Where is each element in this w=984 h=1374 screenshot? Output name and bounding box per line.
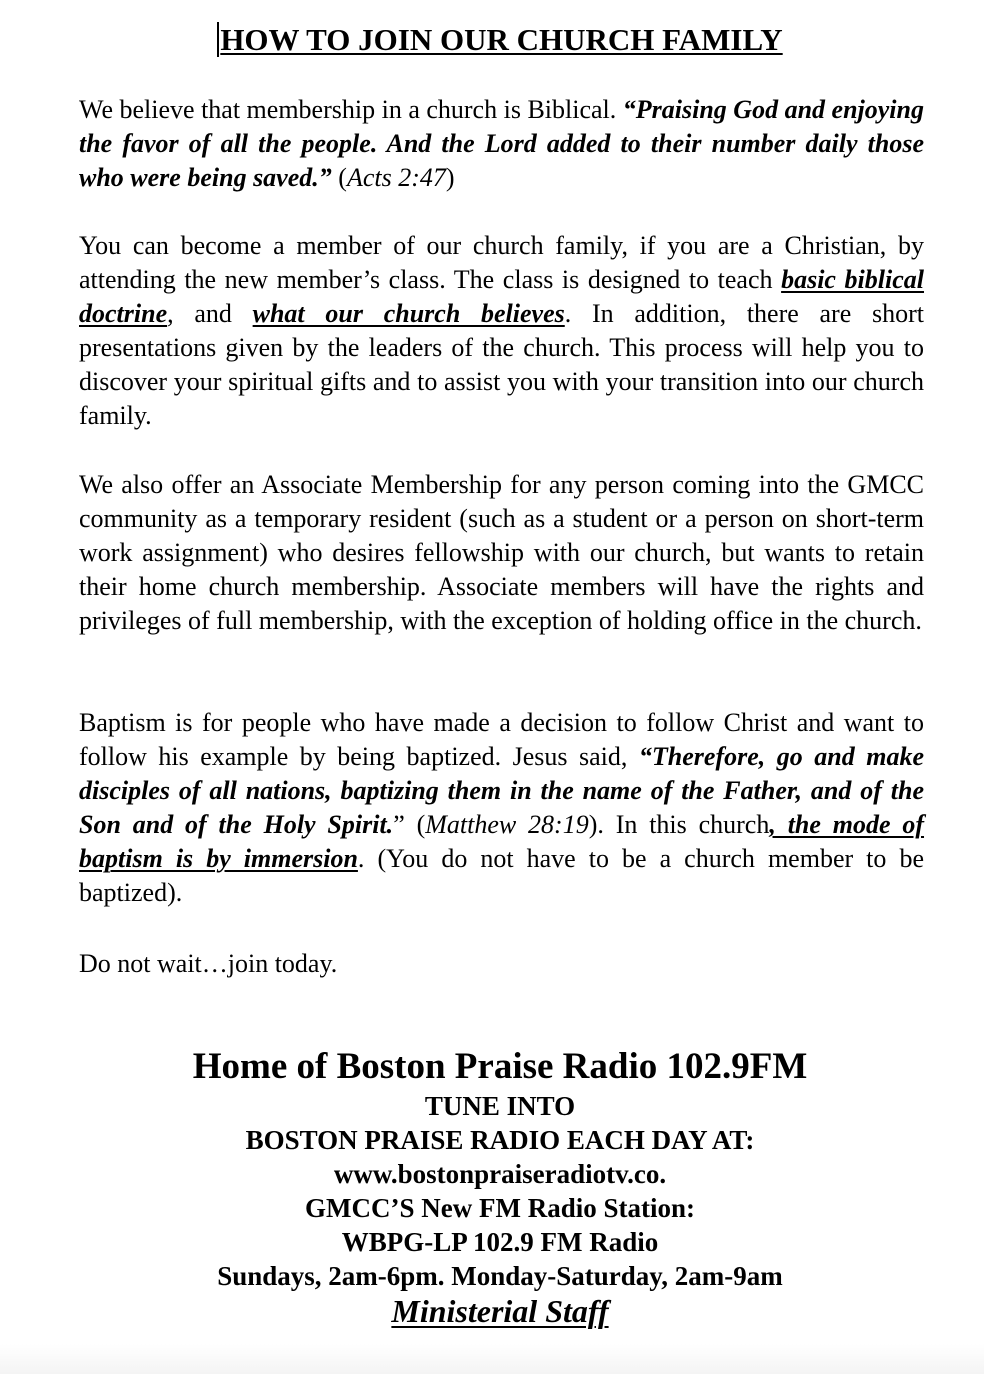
p2-text-2: , and xyxy=(167,299,253,328)
radio-line-tune-into: TUNE INTO xyxy=(424,1091,576,1121)
p1-ref-close: ) xyxy=(445,163,455,192)
p3-text: We also offer an Associate Membership for any person coming into the GMCC community as a temporary resident (such as a student or a person on short-term work assignment) who desires fellowship with our church, but wants to retain their home church membership. Associate members will have the rights and privileges of full membership, with the exception of holding office in the church. xyxy=(79,470,924,635)
page-title-text: HOW TO JOIN OUR CHURCH FAMILY xyxy=(217,22,782,57)
p4-emphasis-immersion: , the mode of baptism is by immersion xyxy=(79,810,925,873)
p1-ref-open: ( xyxy=(331,163,347,192)
page-bottom-edge xyxy=(0,1344,984,1374)
radio-heading: Home of Boston Praise Radio 102.9FM xyxy=(192,1046,808,1087)
p2-text-1: You can become a member of our church family, if you are a Christian, by attending the new member’s class. The class is designed to teach xyxy=(79,231,924,294)
p1-intro: We believe that membership in a church is Biblical. xyxy=(79,95,623,124)
page-title xyxy=(0,20,984,60)
p4-scripture-quote: “Therefore, go and make disciples of all nations, baptizing them in the name of the Father, and of the Son and of the Holy Spirit. xyxy=(79,742,924,839)
radio-line-each-day: BOSTON PRAISE RADIO EACH DAY AT: xyxy=(245,1125,755,1155)
paragraph-new-member-class xyxy=(79,229,924,433)
paragraph-associate-membership xyxy=(79,468,924,638)
p1-scripture-reference: Acts 2:47 xyxy=(346,163,446,192)
p5-text: Do not wait…join today. xyxy=(79,949,338,978)
p2-emphasis-doctrine: basic biblical doctrine xyxy=(79,265,924,328)
p1-scripture-quote: “Praising God and enjoying the favor of all the people. And the Lord added to their number daily those who were being saved.” xyxy=(79,95,924,192)
p4-text-3: ). In this church xyxy=(588,810,770,839)
p4-scripture-reference: Matthew 28:19 xyxy=(425,810,589,839)
radio-line-new-station: GMCC’S New FM Radio Station: xyxy=(305,1193,695,1223)
radio-line-schedule: Sundays, 2am-6pm. Monday-Saturday, 2am-9am xyxy=(217,1261,783,1291)
paragraph-join-today xyxy=(79,947,924,981)
p4-text-2: ” ( xyxy=(393,810,426,839)
p4-text-1: Baptism is for people who have made a decision to follow Christ and want to follow his example by being baptized. Jesus said, xyxy=(79,708,924,771)
ministerial-staff-text: Ministerial Staff xyxy=(391,1293,609,1329)
p2-text-3: . In addition, there are short presentations given by the leaders of the church. This process will help you to discover your spiritual gifts and to assist you with your transition into our church family. xyxy=(79,299,924,430)
paragraph-membership-biblical xyxy=(79,93,924,195)
ministerial-staff-heading xyxy=(0,1291,984,1331)
p2-emphasis-beliefs: what our church believes xyxy=(252,299,565,328)
radio-website: www.bostonpraiseradiotv.co. xyxy=(333,1159,667,1189)
paragraph-baptism xyxy=(79,706,924,910)
p4-text-4: . (You do not have to be a church member to be baptized). xyxy=(79,844,924,907)
radio-line-call-sign: WBPG-LP 102.9 FM Radio xyxy=(341,1227,659,1257)
